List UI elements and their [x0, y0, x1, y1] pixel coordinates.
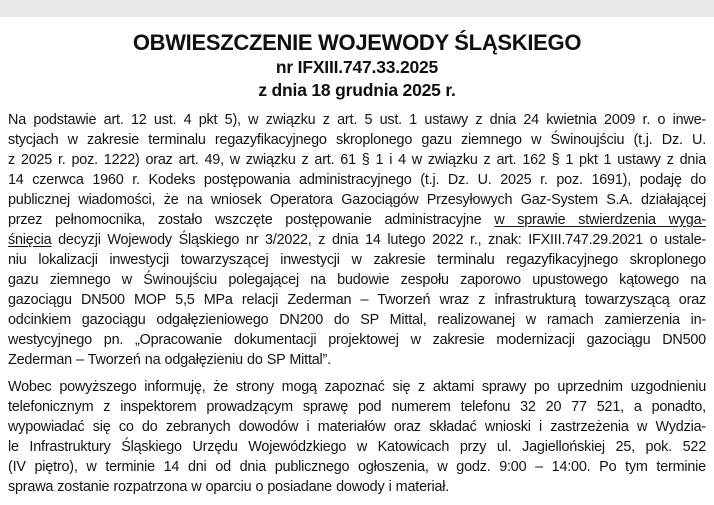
text-line: westycyjnego pn. „Opracowanie dokumentacji projektowej w zakresie modernizacji gazociągu DN500: [8, 332, 706, 348]
document-number: nr IFXIII.747.33.2025: [275, 57, 439, 77]
text-line: [8, 230, 706, 250]
text-line: publicznej wiadomości, że na wniosek Operatora Gazociągów Przesyłowych Gaz-System S.A. działającej: [8, 192, 706, 208]
document-header: [8, 30, 706, 102]
top-bar: [0, 0, 714, 17]
document-date: z dnia 18 grudnia 2025 r.: [258, 80, 456, 100]
text-line: sprawa zostanie rozpatrzona w oparciu o posiadane dowody i materiał.: [8, 479, 450, 495]
text-line: stycjach w zakresie terminalu regazyfikacyjnego skroplonego gazu ziemnego w Świnoujściu (t.j. Dz. U.: [8, 132, 706, 148]
text-line: Na podstawie art. 12 ust. 4 pkt 5), w związku z art. 5 ust. 1 ustawy z dnia 24 kwietnia 2009 r. o inwe-: [8, 112, 706, 128]
paragraph-legal-basis: [8, 110, 706, 370]
text-line: odcinkiem gazociągu odgałęzieniowego DN200 do SP Mittal, realizowanej w ramach zamierzenia in-: [8, 312, 706, 328]
paragraph-information: [8, 377, 706, 497]
text-line: telefonicznym z inspektorem prowadzącym sprawę pod numerem telefonu 32 20 77 521, a ponadto,: [8, 399, 706, 415]
text-line: z 2025 r. poz. 1222) oraz art. 49, w związku z art. 61 § 1 i 4 w związku z art. 162 § 1 pkt 1 ustawy z dnia: [8, 152, 706, 168]
text-line: (IV piętro), w terminie 14 dni od dnia publicznego ogłoszenia, w godz. 9:00 – 14:00. Po tym terminie: [8, 459, 706, 475]
text-line: gazu ziemnego w Świnoujściu polegającej na budowie zespołu zaporowo upustowego kątowego na: [8, 272, 706, 288]
text-line: 14 czerwca 1960 r. Kodeks postępowania administracyjnego (t.j. Dz. U. 2025 r. poz. 1691), podaję do: [8, 172, 706, 188]
text-line: gazociągu DN500 MOP 5,5 MPa relacji Zederman – Tworzeń wraz z infrastrukturą towarzyszącą oraz: [8, 292, 706, 308]
document-title: OBWIESZCZENIE WOJEWODY ŚLĄSKIEGO: [132, 30, 582, 55]
text-segment: przez pełnomocnika, zostało wszczęte postępowanie administracyjne: [8, 212, 495, 228]
text-segment: decyzji Wojewody Śląskiego nr 3/2022, z dnia 14 lutego 2022 r., znak: IFXIII.747.29.2021 o ustale-: [51, 232, 706, 248]
text-line: niu lokalizacji inwestycji towarzyszącej inwestycji w zakresie terminalu regazyfikacyjnego skroplonego: [8, 252, 706, 268]
announcement-document: [0, 17, 714, 497]
text-line: [8, 210, 706, 230]
text-line: wypowiadać się co do zebranych dowodów i materiałów oraz składać wnioski i zastrzeżenia w Wydzia-: [8, 419, 706, 435]
underlined-text: w sprawie stwierdzenia wyga-: [494, 212, 706, 228]
underlined-text: śnięcia: [8, 232, 52, 248]
text-line: Zederman – Tworzeń na odgałęzieniu do SP Mittal”.: [8, 352, 331, 368]
text-line: le Infrastruktury Śląskiego Urzędu Wojewódzkiego w Katowicach przy ul. Jagiellońskiej 25, pok. 522: [8, 439, 706, 455]
text-line: Wobec powyższego informuję, że strony mogą zapoznać się z aktami sprawy po uprzednim uzgodnieniu: [8, 379, 706, 395]
